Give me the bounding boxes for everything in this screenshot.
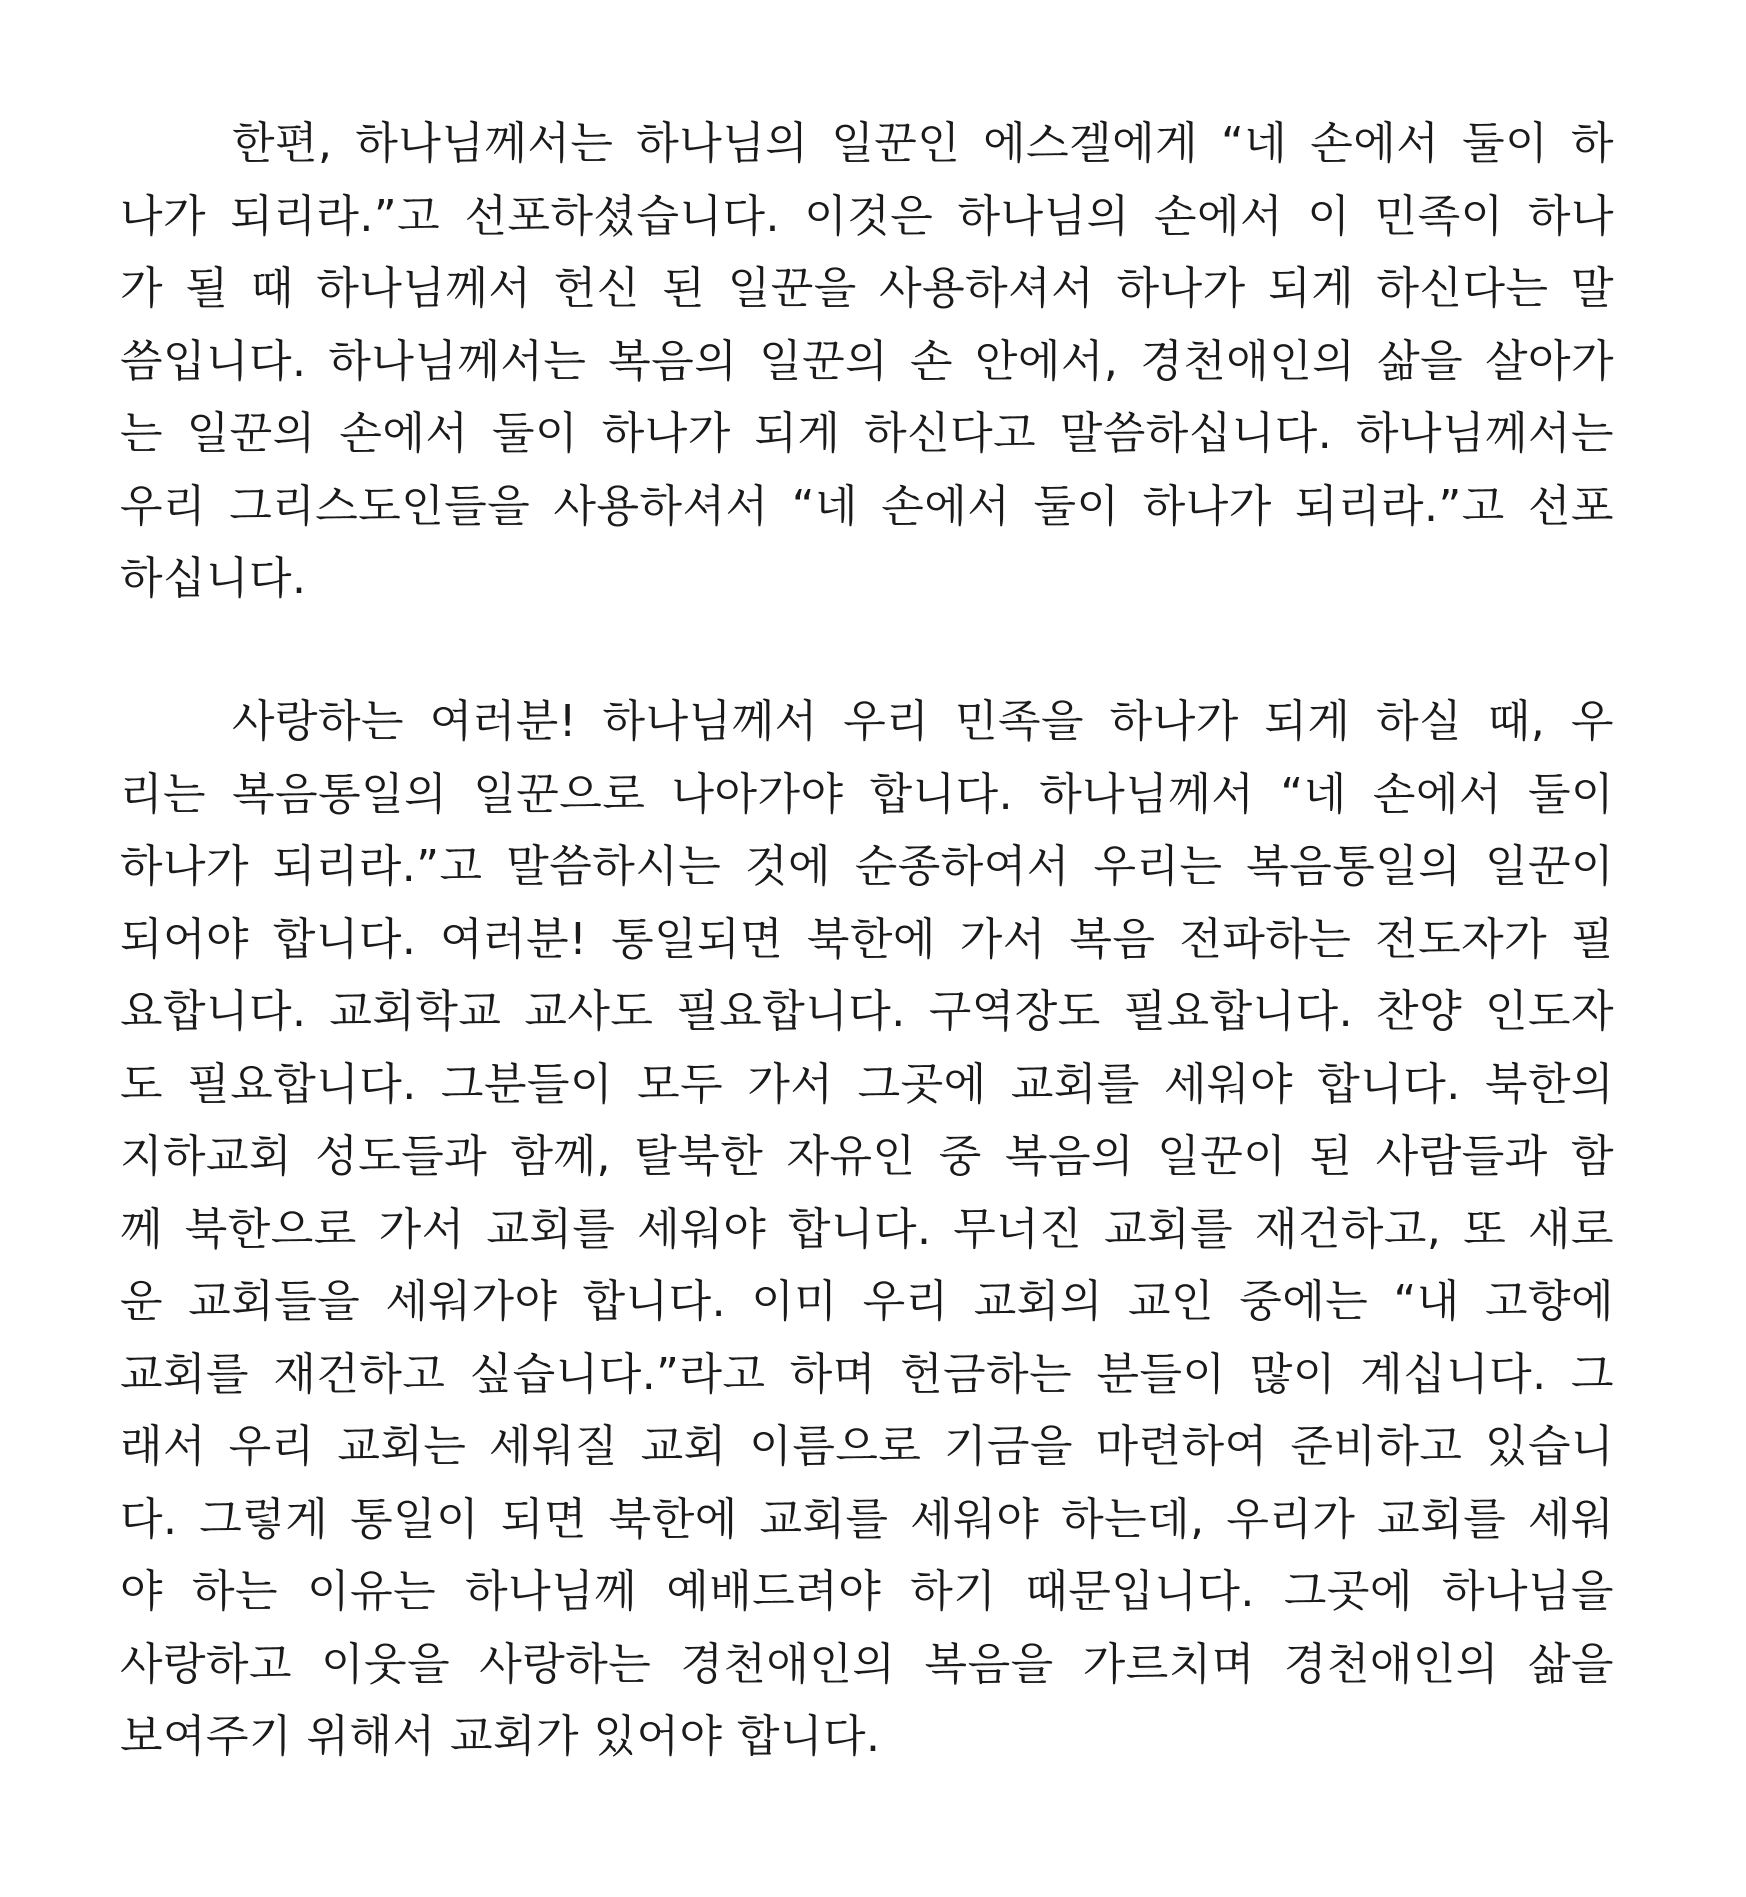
paragraph-line: 는 일꾼의 손에서 둘이 하나가 되게 하신다고 말씀하십니다. 하나님께서는 (120, 408, 1614, 459)
paragraph-line: 보여주기 위해서 교회가 있어야 합니다. (120, 1711, 881, 1762)
paragraph-2 (120, 686, 1614, 1774)
paragraph-line: 가 될 때 하나님께서 헌신 된 일꾼을 사용하셔서 하나가 되게 하신다는 말 (120, 263, 1614, 314)
paragraph-line: 다. 그렇게 통일이 되면 북한에 교회를 세워야 하는데, 우리가 교회를 세워 (120, 1493, 1614, 1545)
paragraph-line: 사랑하고 이웃을 사랑하는 경천애인의 복음을 가르치며 경천애인의 삶을 (120, 1638, 1614, 1690)
paragraph-line: 요합니다. 교회학교 교사도 필요합니다. 구역장도 필요합니다. 찬양 인도자 (120, 986, 1614, 1037)
paragraph-line: 되어야 합니다. 여러분! 통일되면 북한에 가서 복음 전파하는 전도자가 필 (120, 913, 1614, 965)
paragraph-line: 교회를 재건하고 싶습니다.”라고 하며 헌금하는 분들이 많이 계십니다. 그 (120, 1348, 1614, 1400)
paragraph-line: 하나가 되리라.”고 말씀하시는 것에 순종하여서 우리는 복음통일의 일꾼이 (120, 841, 1614, 892)
paragraph-line: 도 필요합니다. 그분들이 모두 가서 그곳에 교회를 세워야 합니다. 북한의 (120, 1058, 1614, 1110)
paragraph-line: 야 하는 이유는 하나님께 예배드려야 하기 때문입니다. 그곳에 하나님을 (120, 1566, 1614, 1617)
paragraph-line: 우리 그리스도인들을 사용하셔서 “네 손에서 둘이 하나가 되리라.”고 선포 (120, 480, 1614, 532)
paragraph-line: 운 교회들을 세워가야 합니다. 이미 우리 교회의 교인 중에는 “내 고향에 (120, 1276, 1614, 1327)
paragraph-line: 지하교회 성도들과 함께, 탈북한 자유인 중 복음의 일꾼이 된 사람들과 함 (120, 1131, 1614, 1182)
paragraph-line: 리는 복음통일의 일꾼으로 나아가야 합니다. 하나님께서 “네 손에서 둘이 (120, 768, 1614, 820)
paragraph-line: 씀입니다. 하나님께서는 복음의 일꾼의 손 안에서, 경천애인의 삶을 살아가 (120, 335, 1614, 387)
paragraph-line: 래서 우리 교회는 세워질 교회 이름으로 기금을 마련하여 준비하고 있습니 (120, 1421, 1614, 1472)
paragraph-line: 하십니다. (120, 553, 307, 604)
paragraph-1 (120, 108, 1614, 616)
paragraph-line: 나가 되리라.”고 선포하셨습니다. 이것은 하나님의 손에서 이 민족이 하나 (120, 190, 1614, 242)
paragraph-line: 한편, 하나님께서는 하나님의 일꾼인 에스겔에게 “네 손에서 둘이 하 (232, 118, 1614, 169)
paragraph-line: 사랑하는 여러분! 하나님께서 우리 민족을 하나가 되게 하실 때, 우 (232, 696, 1614, 747)
paragraph-line: 께 북한으로 가서 교회를 세워야 합니다. 무너진 교회를 재건하고, 또 새로 (120, 1203, 1614, 1255)
